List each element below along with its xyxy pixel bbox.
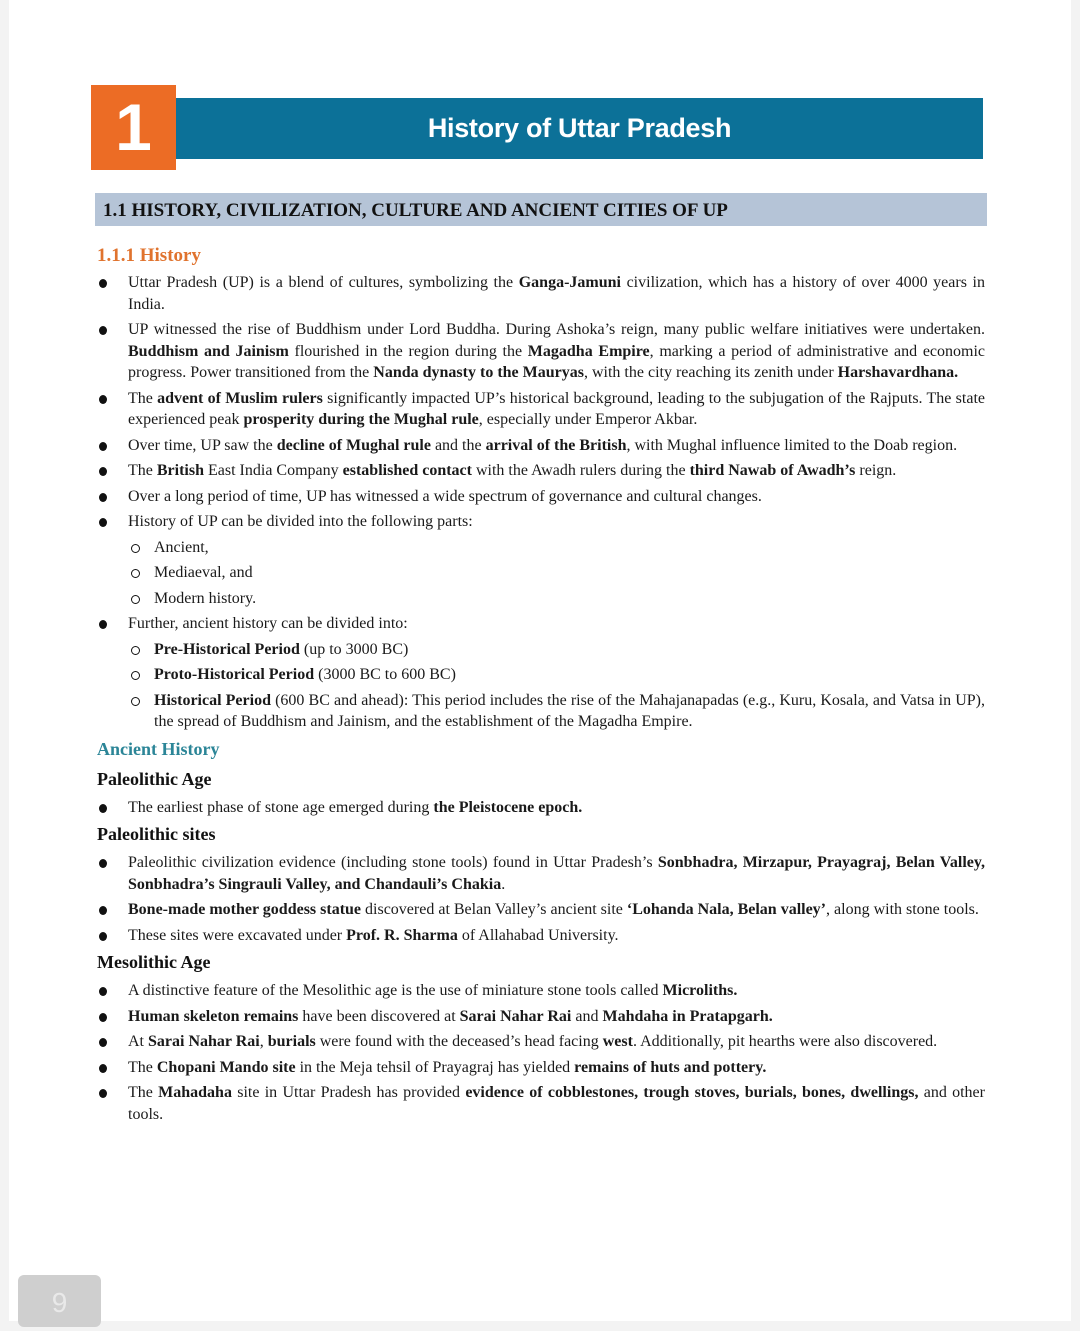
text: of Allahabad University.: [457, 926, 619, 944]
list-item: [97, 486, 985, 508]
text: (up to 3000 BC): [299, 640, 409, 658]
bullet-circle-icon: [131, 544, 140, 553]
bold-text: burials: [267, 1033, 316, 1050]
bullet-dot-icon: [99, 1064, 107, 1073]
text: Over time, UP saw the: [128, 436, 277, 454]
bold-text: west: [602, 1033, 633, 1050]
bullet-circle-icon: [131, 569, 140, 578]
mesolithic-age-list: [97, 980, 985, 1125]
bold-text: decline of Mughal rule: [276, 436, 431, 454]
bold-text: Buddhism and Jainism: [128, 342, 289, 360]
bold-text: Magadha Empire: [527, 342, 650, 360]
subsection-heading-history: 1.1.1 History: [97, 245, 201, 266]
sub-list-item: Modern history.: [128, 588, 985, 610]
bold-text: Historical Period: [154, 691, 271, 709]
bullet-dot-icon: [99, 932, 107, 941]
list-item: [97, 460, 985, 482]
list-item: [97, 797, 985, 819]
text: site in Uttar Pradesh has provided: [231, 1084, 466, 1101]
text: Over a long period of time, UP has witnessed a wide spectrum of governance and cultural changes.: [128, 487, 762, 505]
bold-text: Bone-made mother goddess statue: [128, 901, 362, 918]
text: These sites were excavated under: [128, 926, 347, 944]
sub-list-item: Mediaeval, and: [128, 562, 985, 584]
ancient-periods-list: [128, 639, 985, 733]
bold-text: Sarai Nahar Rai: [459, 1007, 572, 1025]
list-item: [97, 388, 985, 431]
bullet-dot-icon: [99, 395, 107, 404]
list-item: [97, 511, 985, 609]
text: . Additionally, pit hearths were also discovered.: [632, 1033, 938, 1050]
bold-text: Proto-Historical Period: [154, 666, 315, 683]
text: reign.: [855, 462, 897, 479]
list-item: [97, 435, 985, 457]
text: The: [128, 1058, 157, 1076]
paleolithic-age-list: [97, 797, 985, 819]
section-title: 1.1 HISTORY, CIVILIZATION, CULTURE AND ANCIENT CITIES OF UP: [95, 193, 987, 226]
bullet-dot-icon: [99, 1089, 107, 1098]
bullet-circle-icon: [131, 697, 140, 706]
text: , with Mughal influence limited to the Doab region.: [626, 436, 958, 454]
text: ,: [259, 1033, 268, 1050]
bold-text: prosperity during the Mughal rule: [243, 411, 479, 428]
text: , especially under Emperor Akbar.: [478, 411, 698, 428]
text: , marking a period of administrative and economic progress. Power transitioned from the: [128, 342, 986, 381]
text: The: [128, 462, 157, 479]
sub-list-item: [128, 664, 985, 686]
page-number: 9: [18, 1275, 101, 1327]
mesolithic-age-heading: Mesolithic Age: [97, 952, 211, 972]
document-page: [9, 0, 1071, 1321]
text: in the Meja tehsil of Prayagraj has yielded: [295, 1058, 575, 1076]
bullet-dot-icon: [99, 1013, 107, 1022]
bullet-dot-icon: [99, 493, 107, 502]
bullet-circle-icon: [131, 595, 140, 604]
bullet-dot-icon: [99, 906, 107, 915]
bold-text: Nanda dynasty to the Mauryas: [373, 364, 584, 381]
sub-list-item: [128, 639, 985, 661]
bullet-dot-icon: [99, 620, 107, 629]
list-item: [97, 319, 985, 384]
text: discovered at Belan Valley’s ancient site: [361, 901, 627, 918]
bullet-dot-icon: [99, 987, 107, 996]
list-item: [97, 272, 985, 315]
page-content: [97, 244, 985, 1129]
list-item: [97, 852, 985, 895]
bold-text: ‘Lohanda Nala, Belan valley’: [626, 901, 827, 918]
text: flourished in the region during the: [288, 342, 528, 360]
bold-text: arrival of the British: [485, 436, 627, 454]
bold-text: advent of Muslim rulers: [157, 389, 323, 407]
text: UP witnessed the rise of Buddhism under Lord Buddha. During Ashoka’s reign, many public welfare initiatives were undertaken.: [128, 321, 985, 338]
bold-text: third Nawab of Awadh’s: [689, 462, 856, 479]
text: Uttar Pradesh (UP) is a blend of cultures, symbolizing the: [128, 274, 519, 291]
text: (3000 BC to 600 BC): [314, 666, 456, 683]
bold-text: Ganga-Jamuni: [518, 274, 621, 291]
text: .: [501, 875, 506, 893]
bold-text: Pre-Historical Period: [154, 640, 300, 658]
bullet-dot-icon: [99, 279, 107, 288]
paleolithic-sites-heading: Paleolithic sites: [97, 824, 216, 844]
sub-list-item: [128, 690, 985, 733]
paleolithic-age-heading: Paleolithic Age: [97, 768, 212, 789]
bullet-circle-icon: [131, 646, 140, 655]
text: East India Company: [204, 462, 343, 479]
text: and the: [430, 436, 486, 454]
text: were found with the deceased’s head facing: [315, 1033, 603, 1050]
list-item: [97, 613, 985, 733]
text: have been discovered at: [298, 1007, 460, 1025]
bullet-circle-icon: [131, 671, 140, 680]
text: The earliest phase of stone age emerged during: [128, 798, 434, 816]
bullet-dot-icon: [99, 1038, 107, 1047]
list-item: [97, 899, 985, 921]
sub-list-item: Ancient,: [128, 537, 985, 559]
text: civilization, which has a history of over 4000 years in India.: [128, 274, 986, 313]
list-item: [97, 925, 985, 947]
list-item: [97, 1082, 985, 1125]
bullet-dot-icon: [99, 859, 107, 868]
text: and other tools.: [128, 1084, 985, 1123]
bold-text: Harshavardhana.: [837, 364, 959, 381]
bullet-dot-icon: [99, 326, 107, 335]
parts-intro: History of UP can be divided into the following parts:: [128, 513, 473, 530]
bold-text: Microliths.: [662, 982, 738, 999]
chapter-number: 1: [91, 85, 176, 170]
text: A distinctive feature of the Mesolithic age is the use of miniature stone tools called: [128, 982, 663, 999]
history-bullet-list: [97, 272, 985, 733]
text: Paleolithic civilization evidence (including stone tools) found in Uttar Pradesh’s: [128, 854, 658, 871]
text: , with the city reaching its zenith under: [583, 364, 838, 381]
bullet-dot-icon: [99, 467, 107, 476]
text: The: [128, 389, 158, 407]
chapter-title: History of Uttar Pradesh: [176, 98, 983, 159]
bold-text: Mahdaha in Pratapgarh.: [602, 1007, 773, 1025]
list-item: [97, 1057, 985, 1079]
history-parts-list: [128, 537, 985, 610]
bold-text: Sonbhadra, Mirzapur, Prayagraj, Belan Valley, Sonbhadra’s Singrauli Valley, and Chandauli’s Chakia: [128, 854, 985, 893]
bold-text: Prof. R. Sharma: [346, 926, 458, 944]
text: At: [128, 1033, 148, 1050]
bullet-dot-icon: [99, 804, 107, 813]
list-item: [97, 1031, 985, 1053]
ancient-intro: Further, ancient history can be divided into:: [128, 615, 408, 632]
bold-text: British: [156, 462, 204, 479]
bold-text: remains of huts and pottery.: [574, 1058, 767, 1076]
bold-text: the Pleistocene epoch.: [433, 798, 583, 816]
text: and: [571, 1007, 603, 1025]
ancient-history-heading: Ancient History: [97, 738, 220, 759]
text: (600 BC and ahead): This period includes the rise of the Mahajanapadas (e.g., Kuru, Kosala, and Vatsa in UP), the spread of Buddhism and Jainism, and the establishment of the Magadha Empire.: [154, 691, 986, 730]
bold-text: evidence of cobblestones, trough stoves, burials, bones, dwellings,: [465, 1084, 919, 1101]
bold-text: established contact: [342, 462, 472, 479]
bold-text: Mahadaha: [158, 1084, 232, 1101]
paleolithic-sites-list: [97, 852, 985, 946]
bold-text: Chopani Mando site: [156, 1058, 296, 1076]
list-item: [97, 1006, 985, 1028]
text: , along with stone tools.: [826, 901, 979, 918]
text: The: [128, 1084, 159, 1101]
text: with the Awadh rulers during the: [471, 462, 690, 479]
bold-text: Sarai Nahar Rai: [148, 1033, 260, 1050]
bullet-dot-icon: [99, 518, 107, 527]
text: significantly impacted UP’s historical background, leading to the subjugation of the Rajputs. The state experienced peak: [128, 389, 986, 428]
bullet-dot-icon: [99, 442, 107, 451]
list-item: [97, 980, 985, 1002]
bold-text: Human skeleton remains: [128, 1007, 299, 1025]
